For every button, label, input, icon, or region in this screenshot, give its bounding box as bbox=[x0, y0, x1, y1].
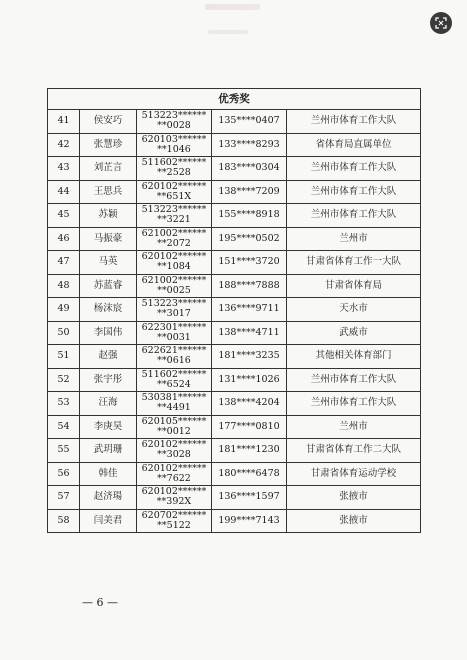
person-name: 李庚昊 bbox=[80, 415, 137, 439]
person-name: 马英 bbox=[80, 251, 137, 275]
phone-number: 136****1597 bbox=[212, 486, 287, 510]
table-row bbox=[48, 110, 421, 134]
id-number-line2: **651X bbox=[156, 190, 192, 202]
phone-number: 177****0810 bbox=[212, 415, 287, 439]
id-number-line1: 620102****** bbox=[141, 486, 207, 498]
id-number-line2: **3017 bbox=[157, 308, 191, 320]
id-number bbox=[137, 509, 212, 533]
phone-number: 131****1026 bbox=[212, 368, 287, 392]
id-number bbox=[137, 462, 212, 486]
id-number-line2: **1084 bbox=[157, 261, 191, 273]
phone-number: 188****7888 bbox=[212, 274, 287, 298]
row-number: 58 bbox=[48, 509, 80, 533]
id-number bbox=[137, 133, 212, 157]
row-number: 55 bbox=[48, 439, 80, 463]
table-row bbox=[48, 392, 421, 416]
person-name: 李国伟 bbox=[80, 321, 137, 345]
award-table bbox=[47, 88, 421, 533]
work-unit: 张掖市 bbox=[287, 509, 421, 533]
table-row bbox=[48, 509, 421, 533]
phone-number: 138****4204 bbox=[212, 392, 287, 416]
table-header-row bbox=[48, 89, 421, 110]
id-number bbox=[137, 486, 212, 510]
row-number: 56 bbox=[48, 462, 80, 486]
id-number bbox=[137, 180, 212, 204]
phone-number: 138****7209 bbox=[212, 180, 287, 204]
id-number bbox=[137, 110, 212, 134]
person-name: 苏颖 bbox=[80, 204, 137, 228]
id-number-line2: **0616 bbox=[157, 355, 191, 367]
id-number bbox=[137, 368, 212, 392]
work-unit: 甘肃省体育运动学校 bbox=[287, 462, 421, 486]
id-number-line1: 620103****** bbox=[141, 133, 207, 145]
id-number bbox=[137, 204, 212, 228]
id-number bbox=[137, 415, 212, 439]
id-number-line2: **5122 bbox=[157, 519, 191, 531]
work-unit: 兰州市体育工作大队 bbox=[287, 180, 421, 204]
table-row bbox=[48, 204, 421, 228]
person-name: 马振豪 bbox=[80, 227, 137, 251]
id-number-line1: 621002****** bbox=[141, 274, 207, 286]
id-number bbox=[137, 392, 212, 416]
id-number-line1: 620102****** bbox=[141, 462, 207, 474]
table-row bbox=[48, 345, 421, 369]
person-name: 王思兵 bbox=[80, 180, 137, 204]
row-number: 42 bbox=[48, 133, 80, 157]
id-number bbox=[137, 227, 212, 251]
id-number-line2: **0012 bbox=[157, 425, 191, 437]
phone-number: 136****9711 bbox=[212, 298, 287, 322]
top-faint-mark bbox=[208, 30, 248, 34]
person-name: 杨沫宸 bbox=[80, 298, 137, 322]
id-number-line1: 620702****** bbox=[141, 509, 207, 521]
person-name: 武玥珊 bbox=[80, 439, 137, 463]
work-unit: 其他相关体育部门 bbox=[287, 345, 421, 369]
id-number-line1: 620102****** bbox=[141, 251, 207, 263]
scan-icon bbox=[435, 17, 447, 29]
table-row bbox=[48, 180, 421, 204]
work-unit: 兰州市体育工作大队 bbox=[287, 110, 421, 134]
person-name: 刘芷言 bbox=[80, 157, 137, 181]
table-row bbox=[48, 486, 421, 510]
table-row bbox=[48, 415, 421, 439]
person-name: 韩佳 bbox=[80, 462, 137, 486]
row-number: 54 bbox=[48, 415, 80, 439]
phone-number: 180****6478 bbox=[212, 462, 287, 486]
phone-number: 181****1230 bbox=[212, 439, 287, 463]
id-number bbox=[137, 439, 212, 463]
work-unit: 兰州市 bbox=[287, 227, 421, 251]
person-name: 赵济瑒 bbox=[80, 486, 137, 510]
id-number-line2: **4491 bbox=[157, 402, 191, 414]
id-number-line1: 511602****** bbox=[141, 368, 207, 380]
id-number-line2: **392X bbox=[156, 496, 192, 508]
person-name: 闫美君 bbox=[80, 509, 137, 533]
phone-number: 133****8293 bbox=[212, 133, 287, 157]
id-number-line1: 622621****** bbox=[141, 345, 207, 357]
row-number: 57 bbox=[48, 486, 80, 510]
phone-number: 199****7143 bbox=[212, 509, 287, 533]
id-number-line1: 513223****** bbox=[141, 298, 207, 310]
id-number-line2: **1046 bbox=[157, 143, 191, 155]
table-row bbox=[48, 157, 421, 181]
id-number bbox=[137, 298, 212, 322]
row-number: 46 bbox=[48, 227, 80, 251]
id-number-line1: 620102****** bbox=[141, 439, 207, 451]
table-row bbox=[48, 251, 421, 275]
work-unit: 兰州市体育工作大队 bbox=[287, 368, 421, 392]
id-number-line1: 530381****** bbox=[141, 392, 207, 404]
id-number bbox=[137, 321, 212, 345]
work-unit: 武威市 bbox=[287, 321, 421, 345]
phone-number: 138****4711 bbox=[212, 321, 287, 345]
id-number-line2: **0031 bbox=[157, 331, 191, 343]
id-number-line2: **3221 bbox=[157, 214, 191, 226]
table-row bbox=[48, 462, 421, 486]
id-number-line2: **7622 bbox=[157, 472, 191, 484]
row-number: 53 bbox=[48, 392, 80, 416]
work-unit: 甘肃省体育工作一大队 bbox=[287, 251, 421, 275]
phone-number: 181****3235 bbox=[212, 345, 287, 369]
id-number-line2: **3028 bbox=[157, 449, 191, 461]
id-number-line1: 511602****** bbox=[141, 157, 207, 169]
id-number-line2: **2072 bbox=[157, 237, 191, 249]
id-number-line2: **0025 bbox=[157, 284, 191, 296]
id-number-line1: 513223****** bbox=[141, 204, 207, 216]
work-unit: 甘肃省体育工作二大队 bbox=[287, 439, 421, 463]
id-number-line1: 513223****** bbox=[141, 110, 207, 122]
table-row bbox=[48, 439, 421, 463]
row-number: 43 bbox=[48, 157, 80, 181]
phone-number: 151****3720 bbox=[212, 251, 287, 275]
table-row bbox=[48, 368, 421, 392]
id-number-line1: 620105****** bbox=[141, 415, 207, 427]
work-unit: 兰州市 bbox=[287, 415, 421, 439]
row-number: 41 bbox=[48, 110, 80, 134]
phone-number: 195****0502 bbox=[212, 227, 287, 251]
table-row bbox=[48, 133, 421, 157]
row-number: 50 bbox=[48, 321, 80, 345]
row-number: 45 bbox=[48, 204, 80, 228]
row-number: 44 bbox=[48, 180, 80, 204]
table-row bbox=[48, 227, 421, 251]
work-unit: 天水市 bbox=[287, 298, 421, 322]
person-name: 张宇彤 bbox=[80, 368, 137, 392]
top-stamp-mark bbox=[205, 4, 260, 10]
id-number-line2: **0028 bbox=[157, 120, 191, 132]
id-number bbox=[137, 251, 212, 275]
table-row bbox=[48, 298, 421, 322]
person-name: 苏蓝睿 bbox=[80, 274, 137, 298]
person-name: 赵强 bbox=[80, 345, 137, 369]
scan-button[interactable] bbox=[430, 12, 452, 34]
phone-number: 183****0304 bbox=[212, 157, 287, 181]
row-number: 49 bbox=[48, 298, 80, 322]
table-row bbox=[48, 321, 421, 345]
id-number-line1: 621002****** bbox=[141, 227, 207, 239]
id-number-line1: 622301****** bbox=[141, 321, 207, 333]
id-number-line2: **2528 bbox=[157, 167, 191, 179]
id-number-line2: **6524 bbox=[157, 378, 191, 390]
table-row bbox=[48, 274, 421, 298]
section-title: 优秀奖 bbox=[48, 89, 421, 110]
work-unit: 兰州市体育工作大队 bbox=[287, 157, 421, 181]
row-number: 48 bbox=[48, 274, 80, 298]
person-name: 侯安巧 bbox=[80, 110, 137, 134]
id-number bbox=[137, 345, 212, 369]
phone-number: 135****0407 bbox=[212, 110, 287, 134]
row-number: 51 bbox=[48, 345, 80, 369]
work-unit: 兰州市体育工作大队 bbox=[287, 204, 421, 228]
id-number bbox=[137, 274, 212, 298]
work-unit: 张掖市 bbox=[287, 486, 421, 510]
person-name: 汪海 bbox=[80, 392, 137, 416]
id-number bbox=[137, 157, 212, 181]
id-number-line1: 620102****** bbox=[141, 180, 207, 192]
work-unit: 兰州市体育工作大队 bbox=[287, 392, 421, 416]
phone-number: 155****8918 bbox=[212, 204, 287, 228]
page-number: — 6 — bbox=[82, 596, 118, 609]
work-unit: 甘肃省体育局 bbox=[287, 274, 421, 298]
row-number: 47 bbox=[48, 251, 80, 275]
work-unit: 省体育局直属单位 bbox=[287, 133, 421, 157]
person-name: 张慧珍 bbox=[80, 133, 137, 157]
row-number: 52 bbox=[48, 368, 80, 392]
